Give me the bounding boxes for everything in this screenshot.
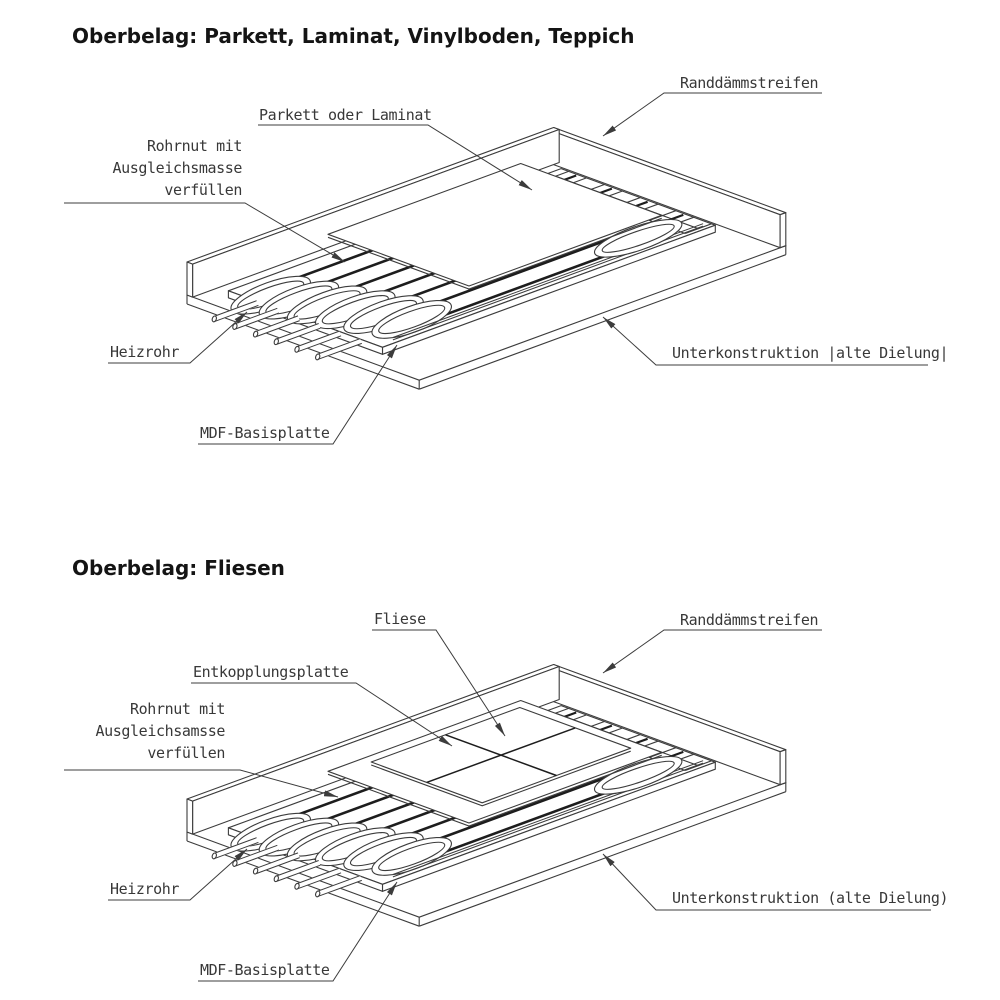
label-unterkonstruktion: Unterkonstruktion (alte Dielung) bbox=[672, 889, 949, 907]
leader-randdaemmstreifen-2 bbox=[603, 630, 822, 673]
label-line: Rohrnut mit bbox=[130, 700, 225, 718]
label-line: Ausgleichsamsse bbox=[95, 722, 225, 740]
section-title-parkett: Oberbelag: Parkett, Laminat, Vinylboden, Teppich bbox=[72, 24, 635, 48]
label-line: Ausgleichsmasse bbox=[112, 159, 242, 177]
section-title-fliesen: Oberbelag: Fliesen bbox=[72, 556, 285, 580]
label-randdaemmstreifen: Randdämmstreifen bbox=[680, 74, 819, 92]
label-heizrohr: Heizrohr bbox=[110, 880, 180, 898]
label-line: verfüllen bbox=[147, 744, 225, 762]
label-entkopplungsplatte: Entkopplungsplatte bbox=[193, 663, 349, 681]
isometric-diagram-fliesen bbox=[187, 665, 786, 927]
label-mdf-basisplatte: MDF-Basisplatte bbox=[200, 961, 330, 979]
label-line: verfüllen bbox=[164, 181, 242, 199]
leader-randdaemmstreifen-1 bbox=[603, 93, 822, 136]
label-randdaemmstreifen: Randdämmstreifen bbox=[680, 611, 819, 629]
label-mdf-basisplatte: MDF-Basisplatte bbox=[200, 424, 330, 442]
label-rohrnut-verfuellen bbox=[96, 698, 225, 764]
label-heizrohr: Heizrohr bbox=[110, 343, 180, 361]
label-fliese: Fliese bbox=[374, 610, 426, 628]
label-unterkonstruktion: Unterkonstruktion |alte Dielung| bbox=[672, 344, 949, 362]
label-parkett-oder-laminat: Parkett oder Laminat bbox=[259, 106, 432, 124]
label-line: Rohrnut mit bbox=[147, 137, 242, 155]
label-rohrnut-verfuellen bbox=[113, 135, 242, 201]
